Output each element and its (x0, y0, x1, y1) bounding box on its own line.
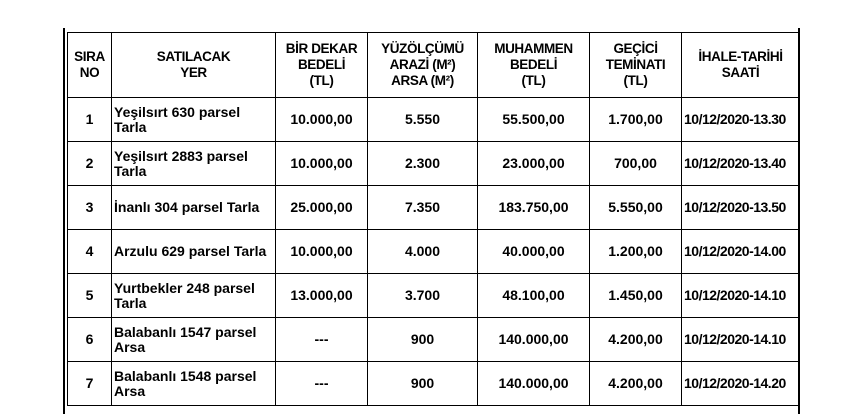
table-row (68, 318, 800, 362)
table-row (68, 98, 800, 142)
auction-table (67, 32, 800, 406)
row-deposit: 4.200,00 (590, 318, 682, 362)
header-ihale-tarihi-saati: İHALE-TARİHİ SAATİ (682, 33, 800, 98)
row-auction-date: 10/12/2020-13.40 (682, 142, 800, 186)
table-row (68, 186, 800, 230)
row-area: 5.550 (368, 98, 478, 142)
row-dekar-price: 25.000,00 (276, 186, 368, 230)
row-dekar-price: --- (276, 362, 368, 406)
row-place: Balabanlı 1547 parsel Arsa (112, 318, 276, 362)
row-number: 3 (68, 186, 112, 230)
row-deposit: 4.200,00 (590, 362, 682, 406)
row-place: Arzulu 629 parsel Tarla (112, 230, 276, 274)
row-auction-date: 10/12/2020-13.50 (682, 186, 800, 230)
header-satilacak-yer: SATILACAK YER (112, 33, 276, 98)
row-auction-date: 10/12/2020-14.20 (682, 362, 800, 406)
row-estimated-price: 140.000,00 (478, 318, 590, 362)
row-number: 4 (68, 230, 112, 274)
row-estimated-price: 23.000,00 (478, 142, 590, 186)
header-yuzolcumu: YÜZÖLÇÜMÜ ARAZİ (M²) ARSA (M²) (368, 33, 478, 98)
row-deposit: 700,00 (590, 142, 682, 186)
row-area: 900 (368, 318, 478, 362)
header-gecici-teminati: GEÇİCİ TEMİNATI (TL) (590, 33, 682, 98)
row-auction-date: 10/12/2020-13.30 (682, 98, 800, 142)
table-row (68, 142, 800, 186)
table-row (68, 362, 800, 406)
row-estimated-price: 140.000,00 (478, 362, 590, 406)
row-number: 6 (68, 318, 112, 362)
row-auction-date: 10/12/2020-14.00 (682, 230, 800, 274)
row-number: 7 (68, 362, 112, 406)
row-dekar-price: 10.000,00 (276, 230, 368, 274)
header-row (68, 33, 800, 98)
row-auction-date: 10/12/2020-14.10 (682, 274, 800, 318)
header-bir-dekar-bedeli: BİR DEKAR BEDELİ (TL) (276, 33, 368, 98)
table-row (68, 274, 800, 318)
row-place: Yurtbekler 248 parsel Tarla (112, 274, 276, 318)
row-dekar-price: 13.000,00 (276, 274, 368, 318)
row-place: Balabanlı 1548 parsel Arsa (112, 362, 276, 406)
row-auction-date: 10/12/2020-14.10 (682, 318, 800, 362)
row-place: Yeşilsırt 2883 parsel Tarla (112, 142, 276, 186)
row-place: İnanlı 304 parsel Tarla (112, 186, 276, 230)
row-area: 2.300 (368, 142, 478, 186)
row-dekar-price: 10.000,00 (276, 142, 368, 186)
row-number: 2 (68, 142, 112, 186)
row-deposit: 1.700,00 (590, 98, 682, 142)
header-muhammen-bedeli: MUHAMMEN BEDELİ (TL) (478, 33, 590, 98)
row-area: 4.000 (368, 230, 478, 274)
row-area: 7.350 (368, 186, 478, 230)
row-estimated-price: 48.100,00 (478, 274, 590, 318)
row-estimated-price: 183.750,00 (478, 186, 590, 230)
row-area: 900 (368, 362, 478, 406)
row-deposit: 1.200,00 (590, 230, 682, 274)
row-place: Yeşilsırt 630 parsel Tarla (112, 98, 276, 142)
row-estimated-price: 55.500,00 (478, 98, 590, 142)
table-row (68, 230, 800, 274)
row-deposit: 5.550,00 (590, 186, 682, 230)
row-number: 5 (68, 274, 112, 318)
row-estimated-price: 40.000,00 (478, 230, 590, 274)
header-sira-no: SIRA NO (68, 33, 112, 98)
row-area: 3.700 (368, 274, 478, 318)
row-dekar-price: 10.000,00 (276, 98, 368, 142)
row-dekar-price: --- (276, 318, 368, 362)
row-deposit: 1.450,00 (590, 274, 682, 318)
row-number: 1 (68, 98, 112, 142)
